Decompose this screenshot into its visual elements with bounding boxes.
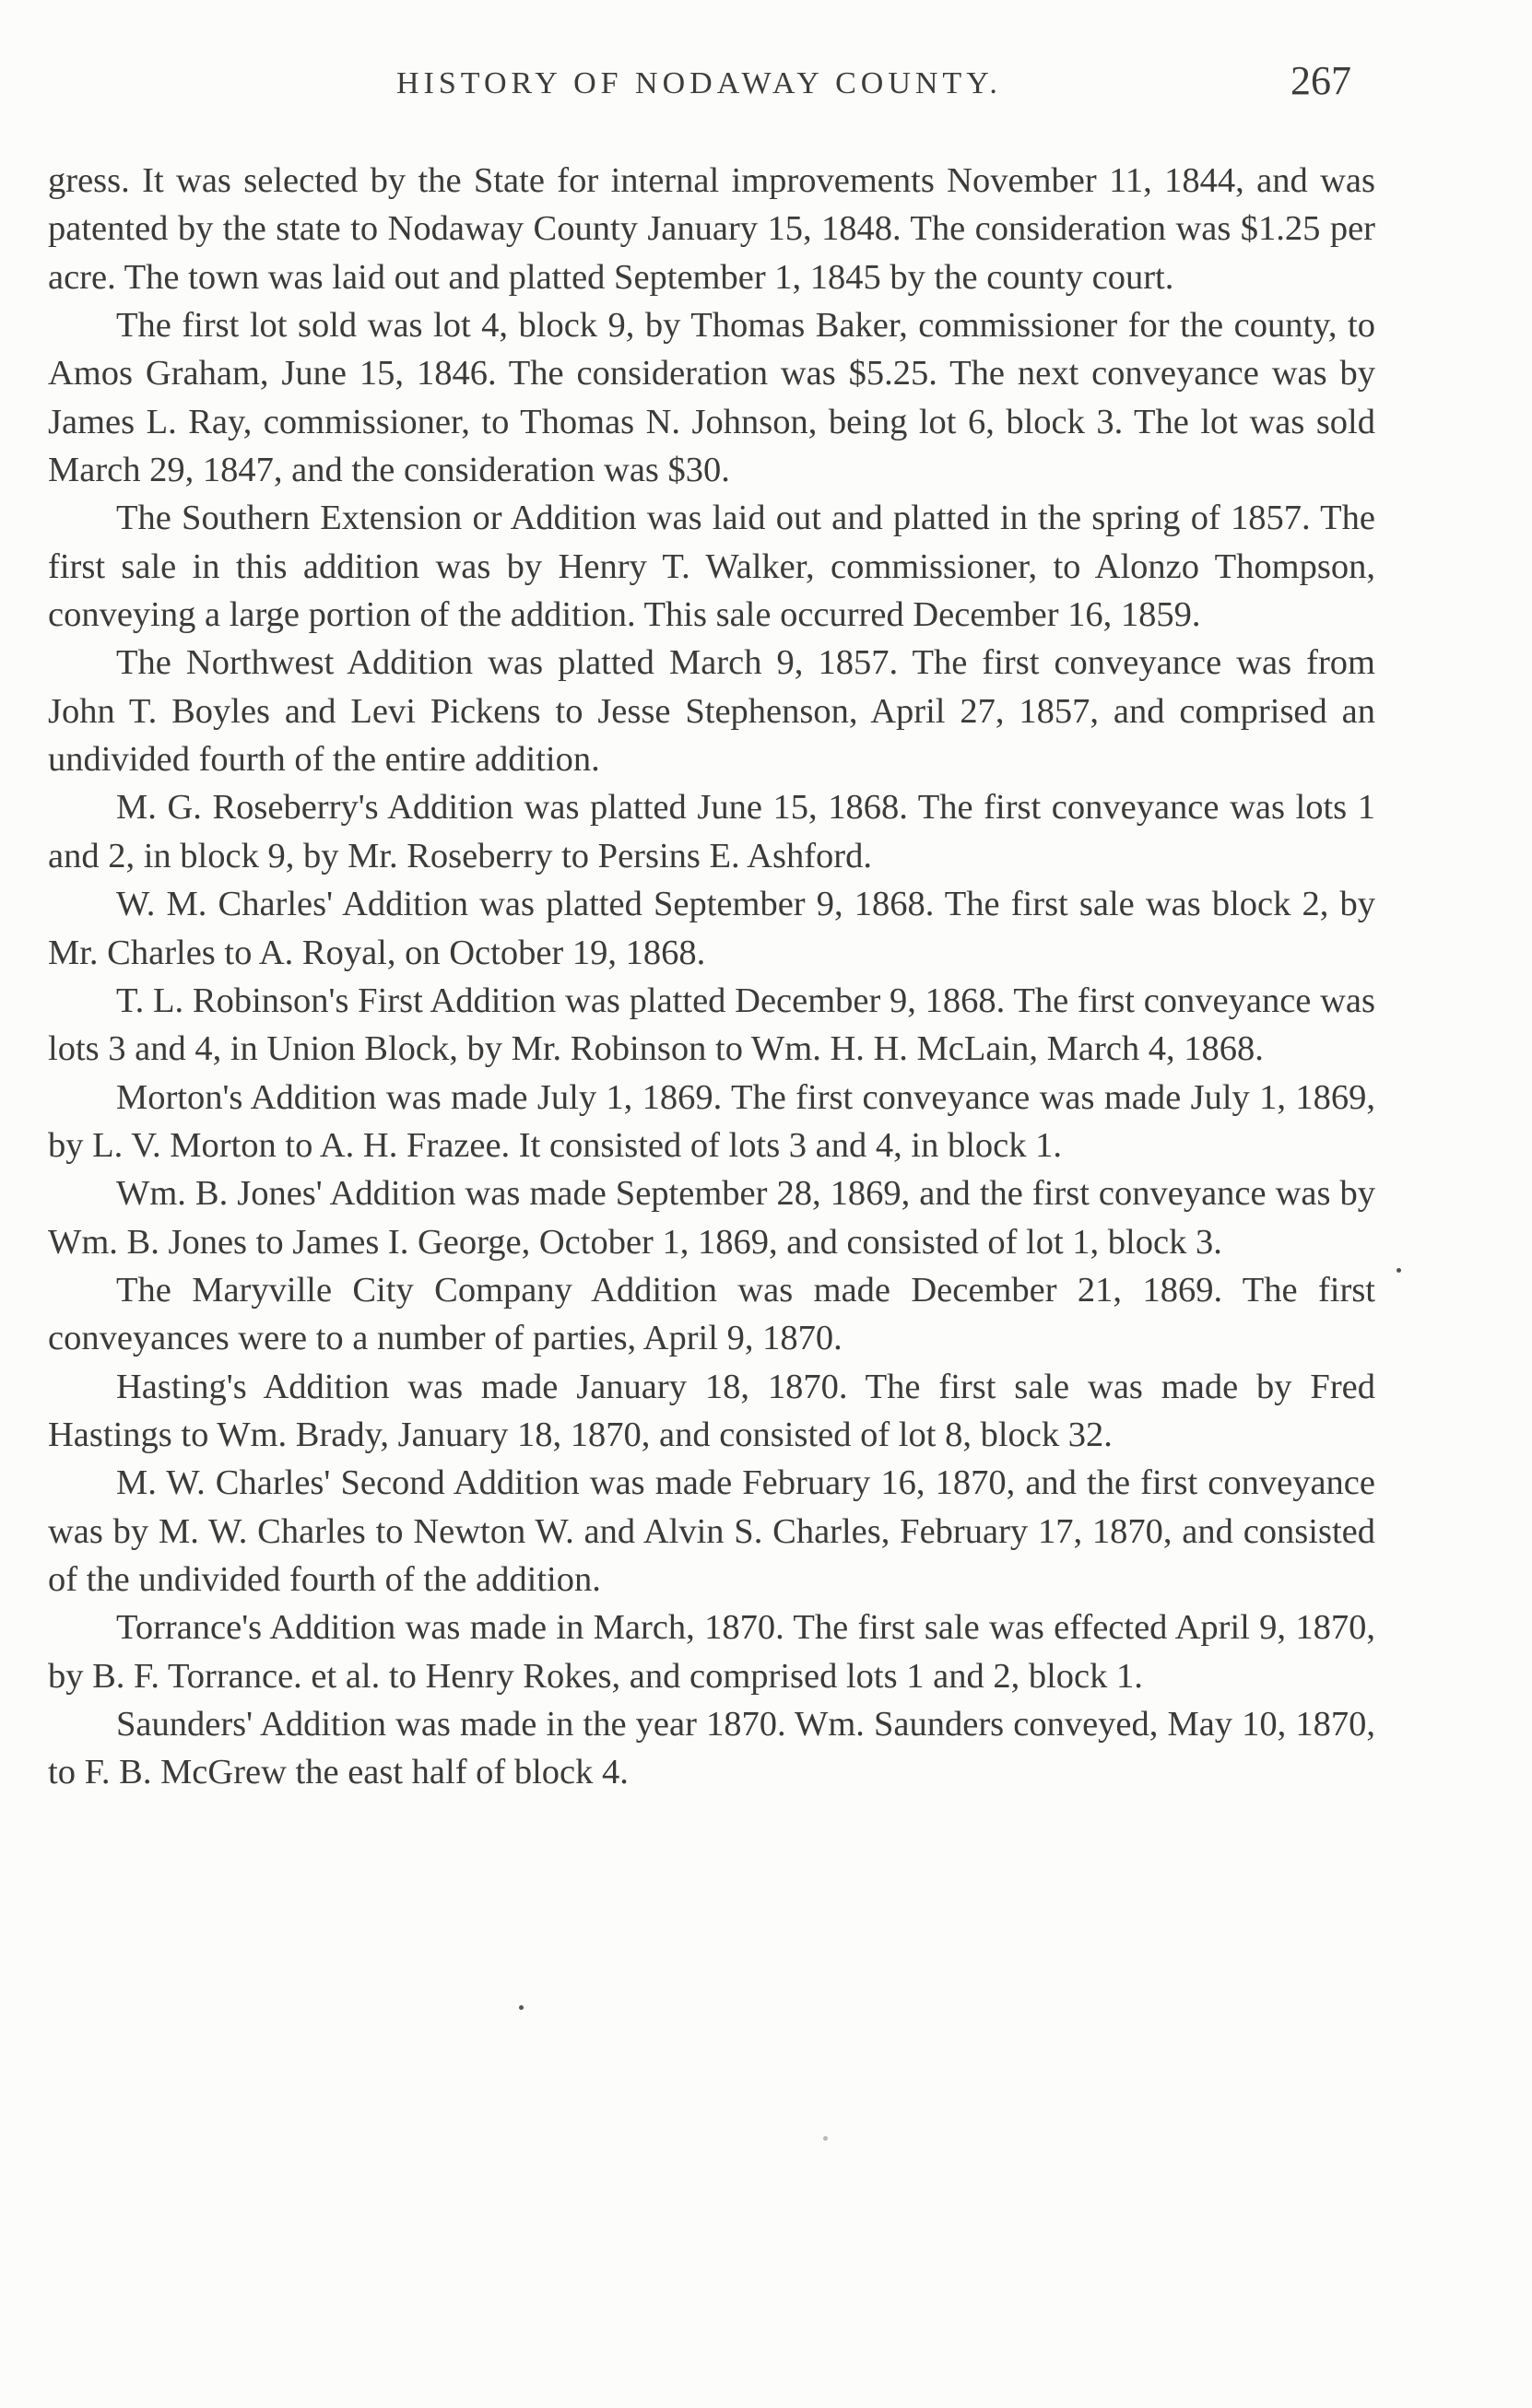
paragraph-torrance-addition: Torrance's Addition was made in March, 1870. The first sale was effected April 9, 1870, by B. F. Torrance. et al. to Henry Rokes, and comprised lots 1 and 2, block 1.: [48, 1608, 1375, 1696]
page-number: 267: [1290, 58, 1351, 103]
ink-speck: [519, 2005, 524, 2010]
paragraph-robinson-addition: T. L. Robinson's First Addition was platted December 9, 1868. The first conveyance was lots 3 and 4, in Union Block, by Mr. Robinson to Wm. H. H. McLain, March 4, 1868.: [48, 981, 1375, 1069]
paragraph-northwest-addition: The Northwest Addition was platted March 9, 1857. The first conveyance was from John T. Boyles and Levi Pickens to Jesse Stephenson, April 27, 1857, and comprised an undivided fourth of the entire addition.: [48, 643, 1375, 780]
paragraph-roseberry-addition: M. G. Roseberry's Addition was platted June 15, 1868. The first conveyance was lots 1 and 2, in block 9, by Mr. Roseberry to Persins E. Ashford.: [48, 788, 1375, 875]
paragraph-hastings-addition: Hasting's Addition was made January 18, 1870. The first sale was made by Fred Hastings to Wm. Brady, January 18, 1870, and consisted of lot 8, block 32.: [48, 1367, 1375, 1454]
paragraph-first-lot-sold: The first lot sold was lot 4, block 9, by Thomas Baker, commissioner for the county, to Amos Graham, June 15, 1846. The consideration was $5.25. The next conveyance was by James L. Ray, commissioner, to Thomas N. Johnson, being lot 6, block 3. The lot was sold March 29, 1847, and the consideration was $30.: [48, 306, 1375, 490]
paragraph-continuation: gress. It was selected by the State for internal improvements November 11, 1844, and was patented by the state to Nodaway County January 15, 1848. The consideration was $1.25 per acre. The town was laid out and platted September 1, 1845 by the county court.: [48, 161, 1375, 297]
ink-speck: [823, 2136, 828, 2141]
running-head: HISTORY OF NODAWAY COUNTY.: [396, 66, 1002, 100]
paragraph-jones-addition: Wm. B. Jones' Addition was made September 28, 1869, and the first conveyance was by Wm. B. Jones to James I. George, October 1, 1869, and consisted of lot 1, block 3.: [48, 1174, 1375, 1262]
paragraph-charles-second-addition: M. W. Charles' Second Addition was made February 16, 1870, and the first conveyance was by M. W. Charles to Newton W. and Alvin S. Charles, February 17, 1870, and consisted of the undivided fourth of the addition.: [48, 1463, 1375, 1599]
paragraph-maryville-city-company: The Maryville City Company Addition was made December 21, 1869. The first conveyances were to a number of parties, April 9, 1870.: [48, 1270, 1375, 1358]
paragraph-saunders-addition: Saunders' Addition was made in the year 1870. Wm. Saunders conveyed, May 10, 1870, to F. B. McGrew the east half of block 4.: [48, 1705, 1375, 1792]
paragraph-southern-extension: The Southern Extension or Addition was laid out and platted in the spring of 1857. The first sale in this addition was by Henry T. Walker, commissioner, to Alonzo Thompson, conveying a large portion of the addition. This sale occurred December 16, 1859.: [48, 499, 1375, 635]
paragraph-morton-addition: Morton's Addition was made July 1, 1869. The first conveyance was made July 1, 1869, by L. V. Morton to A. H. Frazee. It consisted of lots 3 and 4, in block 1.: [48, 1077, 1375, 1165]
body-text: [48, 157, 1375, 1797]
paragraph-charles-addition: W. M. Charles' Addition was platted September 9, 1868. The first sale was block 2, by Mr. Charles to A. Royal, on October 19, 1868.: [48, 885, 1375, 972]
ink-speck: [1396, 1268, 1401, 1273]
